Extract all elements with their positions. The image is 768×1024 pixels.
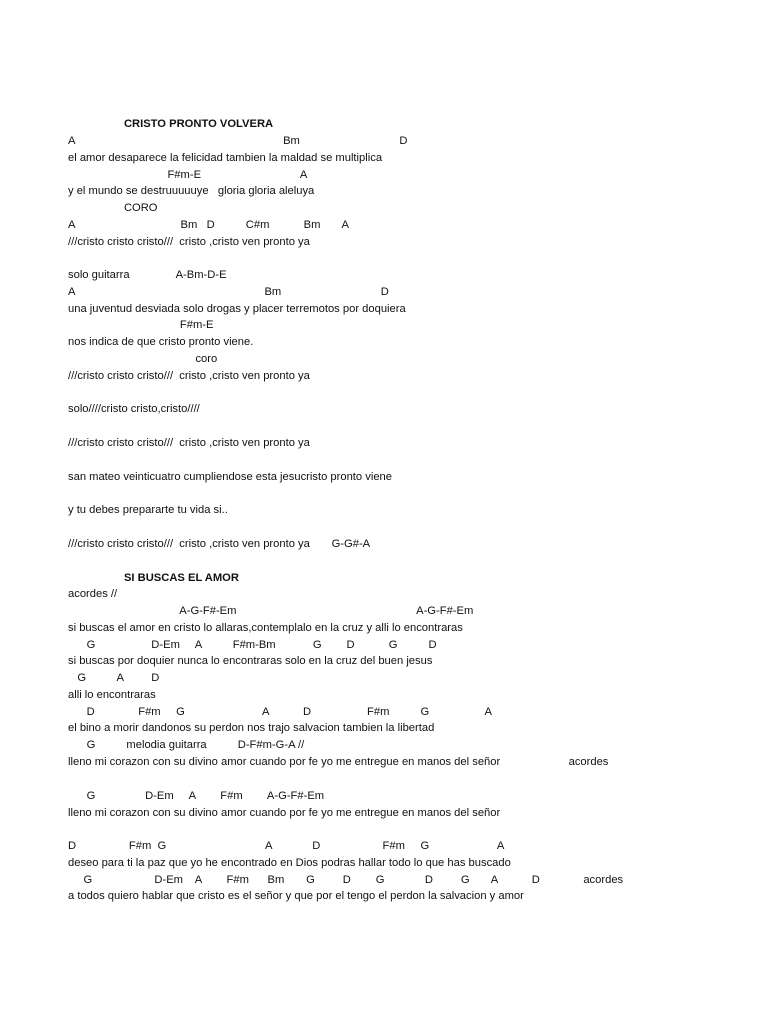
lyric-line: san mateo veinticuatro cumpliendose esta jesucristo pronto viene — [68, 471, 392, 483]
lyric-line: y tu debes prepararte tu vida si.. — [68, 504, 228, 516]
chord-line: G D-Em A F#m A-G-F#-Em — [68, 790, 325, 802]
lyric-line: ///cristo cristo cristo/// cristo ,cristo ven pronto ya — [68, 370, 310, 382]
chord-line: G melodia guitarra D-F#m-G-A // — [68, 739, 305, 751]
lyric-line: solo////cristo cristo,cristo//// — [68, 403, 200, 415]
song-title-2: SI BUSCAS EL AMOR — [68, 572, 239, 584]
chord-line: G D-Em A F#m Bm G D G D G A D acordes — [68, 874, 624, 886]
lyric-line: nos indica de que cristo pronto viene. — [68, 336, 254, 348]
chord-line: A-G-F#-Em A-G-F#-Em — [68, 605, 474, 617]
chord-line: G A D — [68, 672, 160, 684]
lyric-line: alli lo encontraras — [68, 689, 156, 701]
lyric-line: a todos quiero hablar que cristo es el señor y que por el tengo el perdon la salvacion y amor — [68, 890, 524, 902]
lyric-line: y el mundo se destruuuuuye gloria gloria aleluya — [68, 185, 315, 197]
section-label: CORO — [68, 202, 158, 214]
lyric-line: ///cristo cristo cristo/// cristo ,cristo ven pronto ya G-G#-A — [68, 538, 371, 550]
lyric-line: el amor desaparece la felicidad tambien la maldad se multiplica — [68, 152, 383, 164]
chord-line: A Bm D C#m Bm A — [68, 219, 349, 231]
lyric-line: lleno mi corazon con su divino amor cuando por fe yo me entregue en manos del señor acordes — [68, 756, 609, 768]
chord-line: F#m-E — [68, 319, 214, 331]
chord-line: G D-Em A F#m-Bm G D G D — [68, 639, 437, 651]
chord-line: D F#m G A D F#m G A — [68, 840, 505, 852]
lyric-line: una juventud desviada solo drogas y placer terremotos por doquiera — [68, 303, 406, 315]
song-title-1: CRISTO PRONTO VOLVERA — [68, 118, 274, 130]
chord-line: A Bm D — [68, 135, 408, 147]
lyric-line: ///cristo cristo cristo/// cristo ,cristo ven pronto ya — [68, 437, 310, 449]
lyric-line: el bino a morir dandonos su perdon nos trajo salvacion tambien la libertad — [68, 722, 435, 734]
chord-line: F#m-E A — [68, 169, 308, 181]
lyric-line: lleno mi corazon con su divino amor cuando por fe yo me entregue en manos del señor — [68, 807, 501, 819]
chord-line: D F#m G A D F#m G A — [68, 706, 492, 718]
lyric-line: si buscas el amor en cristo lo allaras,contemplalo en la cruz y alli lo encontraras — [68, 622, 463, 634]
lyric-line: ///cristo cristo cristo/// cristo ,cristo ven pronto ya — [68, 236, 310, 248]
chord-line: A Bm D — [68, 286, 389, 298]
lyric-line: si buscas por doquier nunca lo encontraras solo en la cruz del buen jesus — [68, 655, 433, 667]
lyric-line: solo guitarra A-Bm-D-E — [68, 269, 227, 281]
lyric-line: deseo para ti la paz que yo he encontrado en Dios podras hallar todo lo que has buscado — [68, 857, 511, 869]
section-label: coro — [68, 353, 218, 365]
lyric-line: acordes // — [68, 588, 118, 600]
